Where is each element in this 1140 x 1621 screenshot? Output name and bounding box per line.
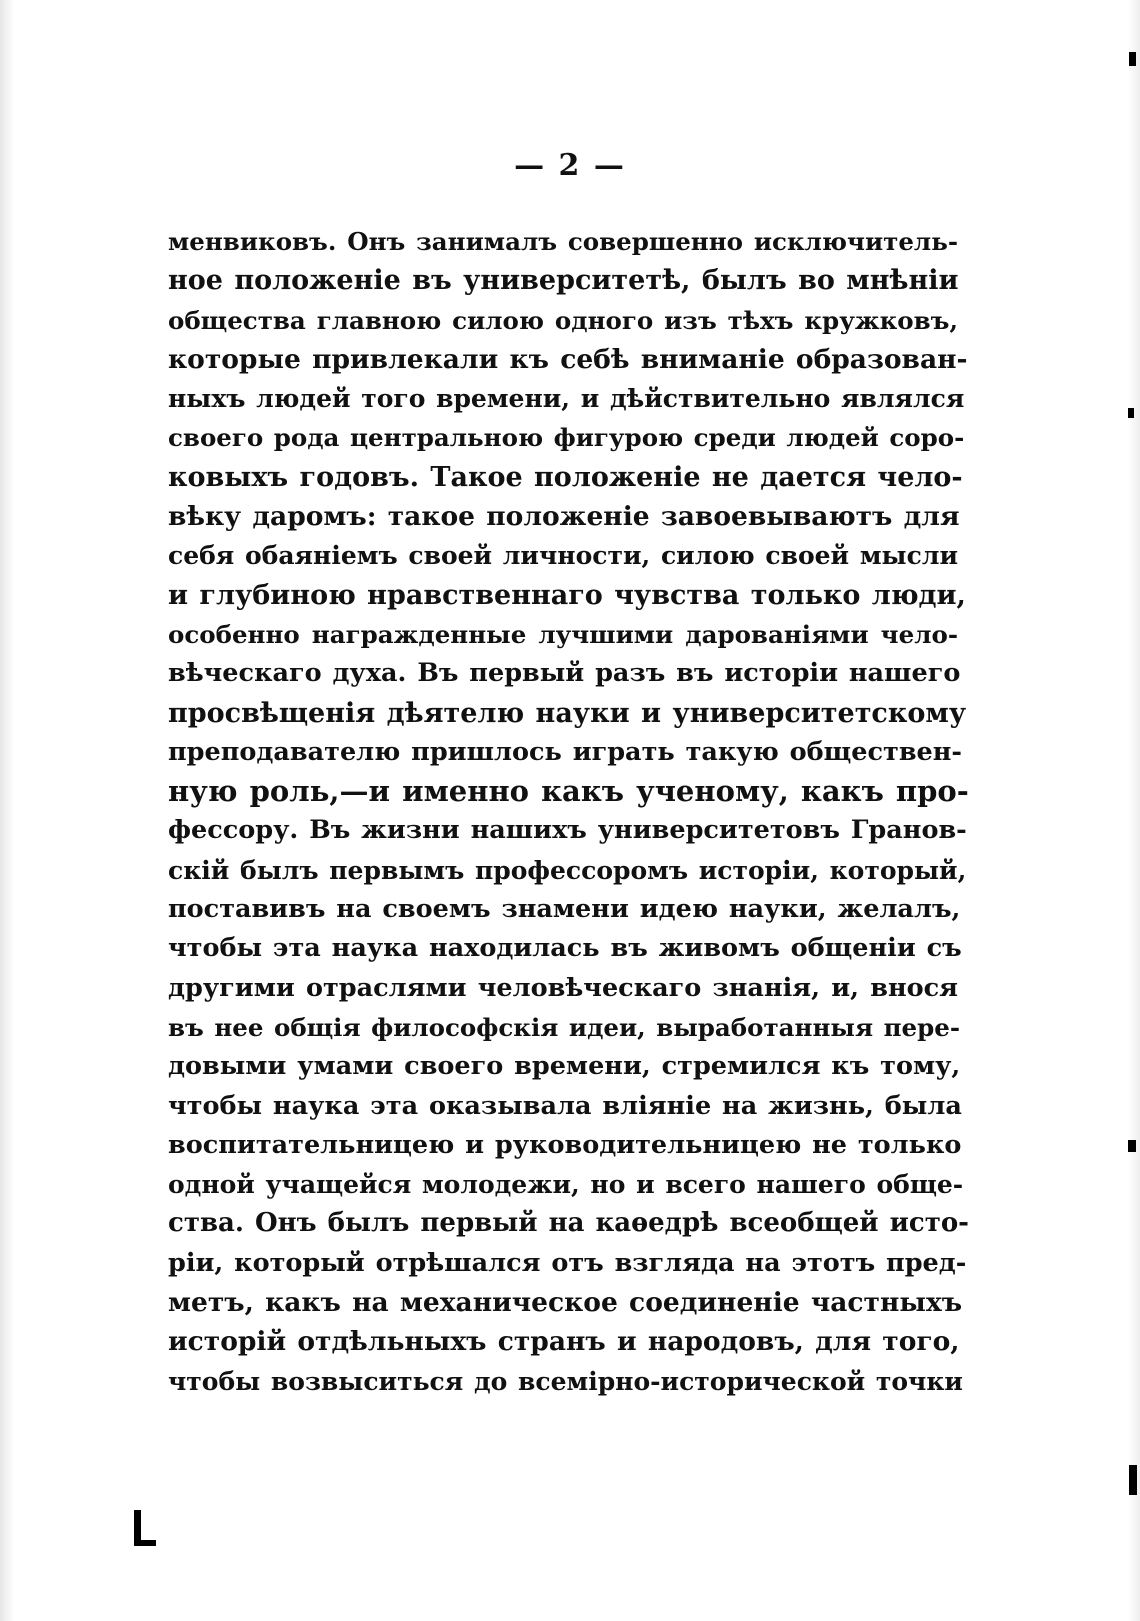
text-line: чтобы возвыситься до всемірно-исторической точки xyxy=(168,1366,963,1396)
text-line: вѣку даромъ: такое положеніе завоевываютъ для xyxy=(168,501,960,533)
text-line: вѣческаго духа. Въ первый разъ въ исторіи нашего xyxy=(168,658,961,689)
scan-mark-right-1 xyxy=(1128,408,1134,418)
text-line: скій былъ первымъ профессоромъ исторіи, который, xyxy=(168,855,967,885)
text-line: особенно награжденные лучшими дарованіями чело- xyxy=(168,619,958,649)
text-line: другими отраслями человѣческаго знанія, и, внося xyxy=(168,972,958,1003)
page-edge-left xyxy=(0,0,14,1621)
text-line: чтобы наука эта оказывала вліяніе на жизнь, была xyxy=(168,1090,962,1121)
text-line: исторій отдѣльныхъ странъ и народовъ, для того, xyxy=(168,1326,960,1358)
text-line: ную роль,—и именно какъ ученому, какъ про- xyxy=(168,774,969,809)
text-line: ныхъ людей того времени, и дѣйствительно являлся xyxy=(168,384,965,414)
text-line: своего рода центральною фигурою среди людей соро- xyxy=(168,423,965,453)
text-line: общества главною силою одного изъ тѣхъ кружковъ, xyxy=(168,305,958,335)
text-line: ное положеніе въ университетѣ, былъ во мнѣніи xyxy=(168,265,959,297)
scan-mark-top-right xyxy=(1129,52,1136,66)
scan-mark-bottom-left-foot xyxy=(134,1540,156,1546)
text-line: просвѣщенія дѣятелю науки и университетскому xyxy=(168,697,967,729)
text-line: которые привлекали къ себѣ вниманіе образован- xyxy=(168,343,968,375)
text-line: поставивъ на своемъ знамени идею науки, желалъ, xyxy=(168,894,961,925)
text-line: въ нее общія философскія идеи, выработанныя пере- xyxy=(168,1012,961,1042)
text-line: преподавателю пришлось играть такую обществен- xyxy=(168,736,963,767)
text-line: довыми умами своего времени, стремился къ тому, xyxy=(168,1051,961,1082)
text-line: фессору. Въ жизни нашихъ университетовъ Гранов- xyxy=(168,815,967,846)
body-text xyxy=(168,222,969,1401)
text-line: одной учащейся молодежи, но и всего нашего обще- xyxy=(168,1170,964,1200)
text-line: ковыхъ годовъ. Такое положеніе не дается чело- xyxy=(168,461,963,493)
text-line: ства. Онъ былъ первый на каѳедрѣ всеобщей исто- xyxy=(168,1208,969,1239)
text-line: чтобы эта наука находилась въ живомъ общеніи съ xyxy=(168,933,962,964)
text-line: ріи, который отрѣшался отъ взгляда на этотъ пред- xyxy=(168,1247,967,1278)
page-edge-right xyxy=(1128,0,1140,1621)
scan-mark-right-2 xyxy=(1128,1140,1136,1152)
page-number: — 2 — xyxy=(514,148,626,183)
text-line: воспитательницею и руководительницею не только xyxy=(168,1129,962,1160)
scan-mark-right-3 xyxy=(1129,1465,1137,1495)
text-line: себя обаяніемъ своей личности, силою своей мысли xyxy=(168,541,958,571)
text-line: метъ, какъ на механическое соединеніе частныхъ xyxy=(168,1287,963,1319)
text-line: и глубиною нравственнаго чувства только люди, xyxy=(168,579,966,611)
text-line: менвиковъ. Онъ занималъ совершенно исключитель- xyxy=(168,227,958,256)
